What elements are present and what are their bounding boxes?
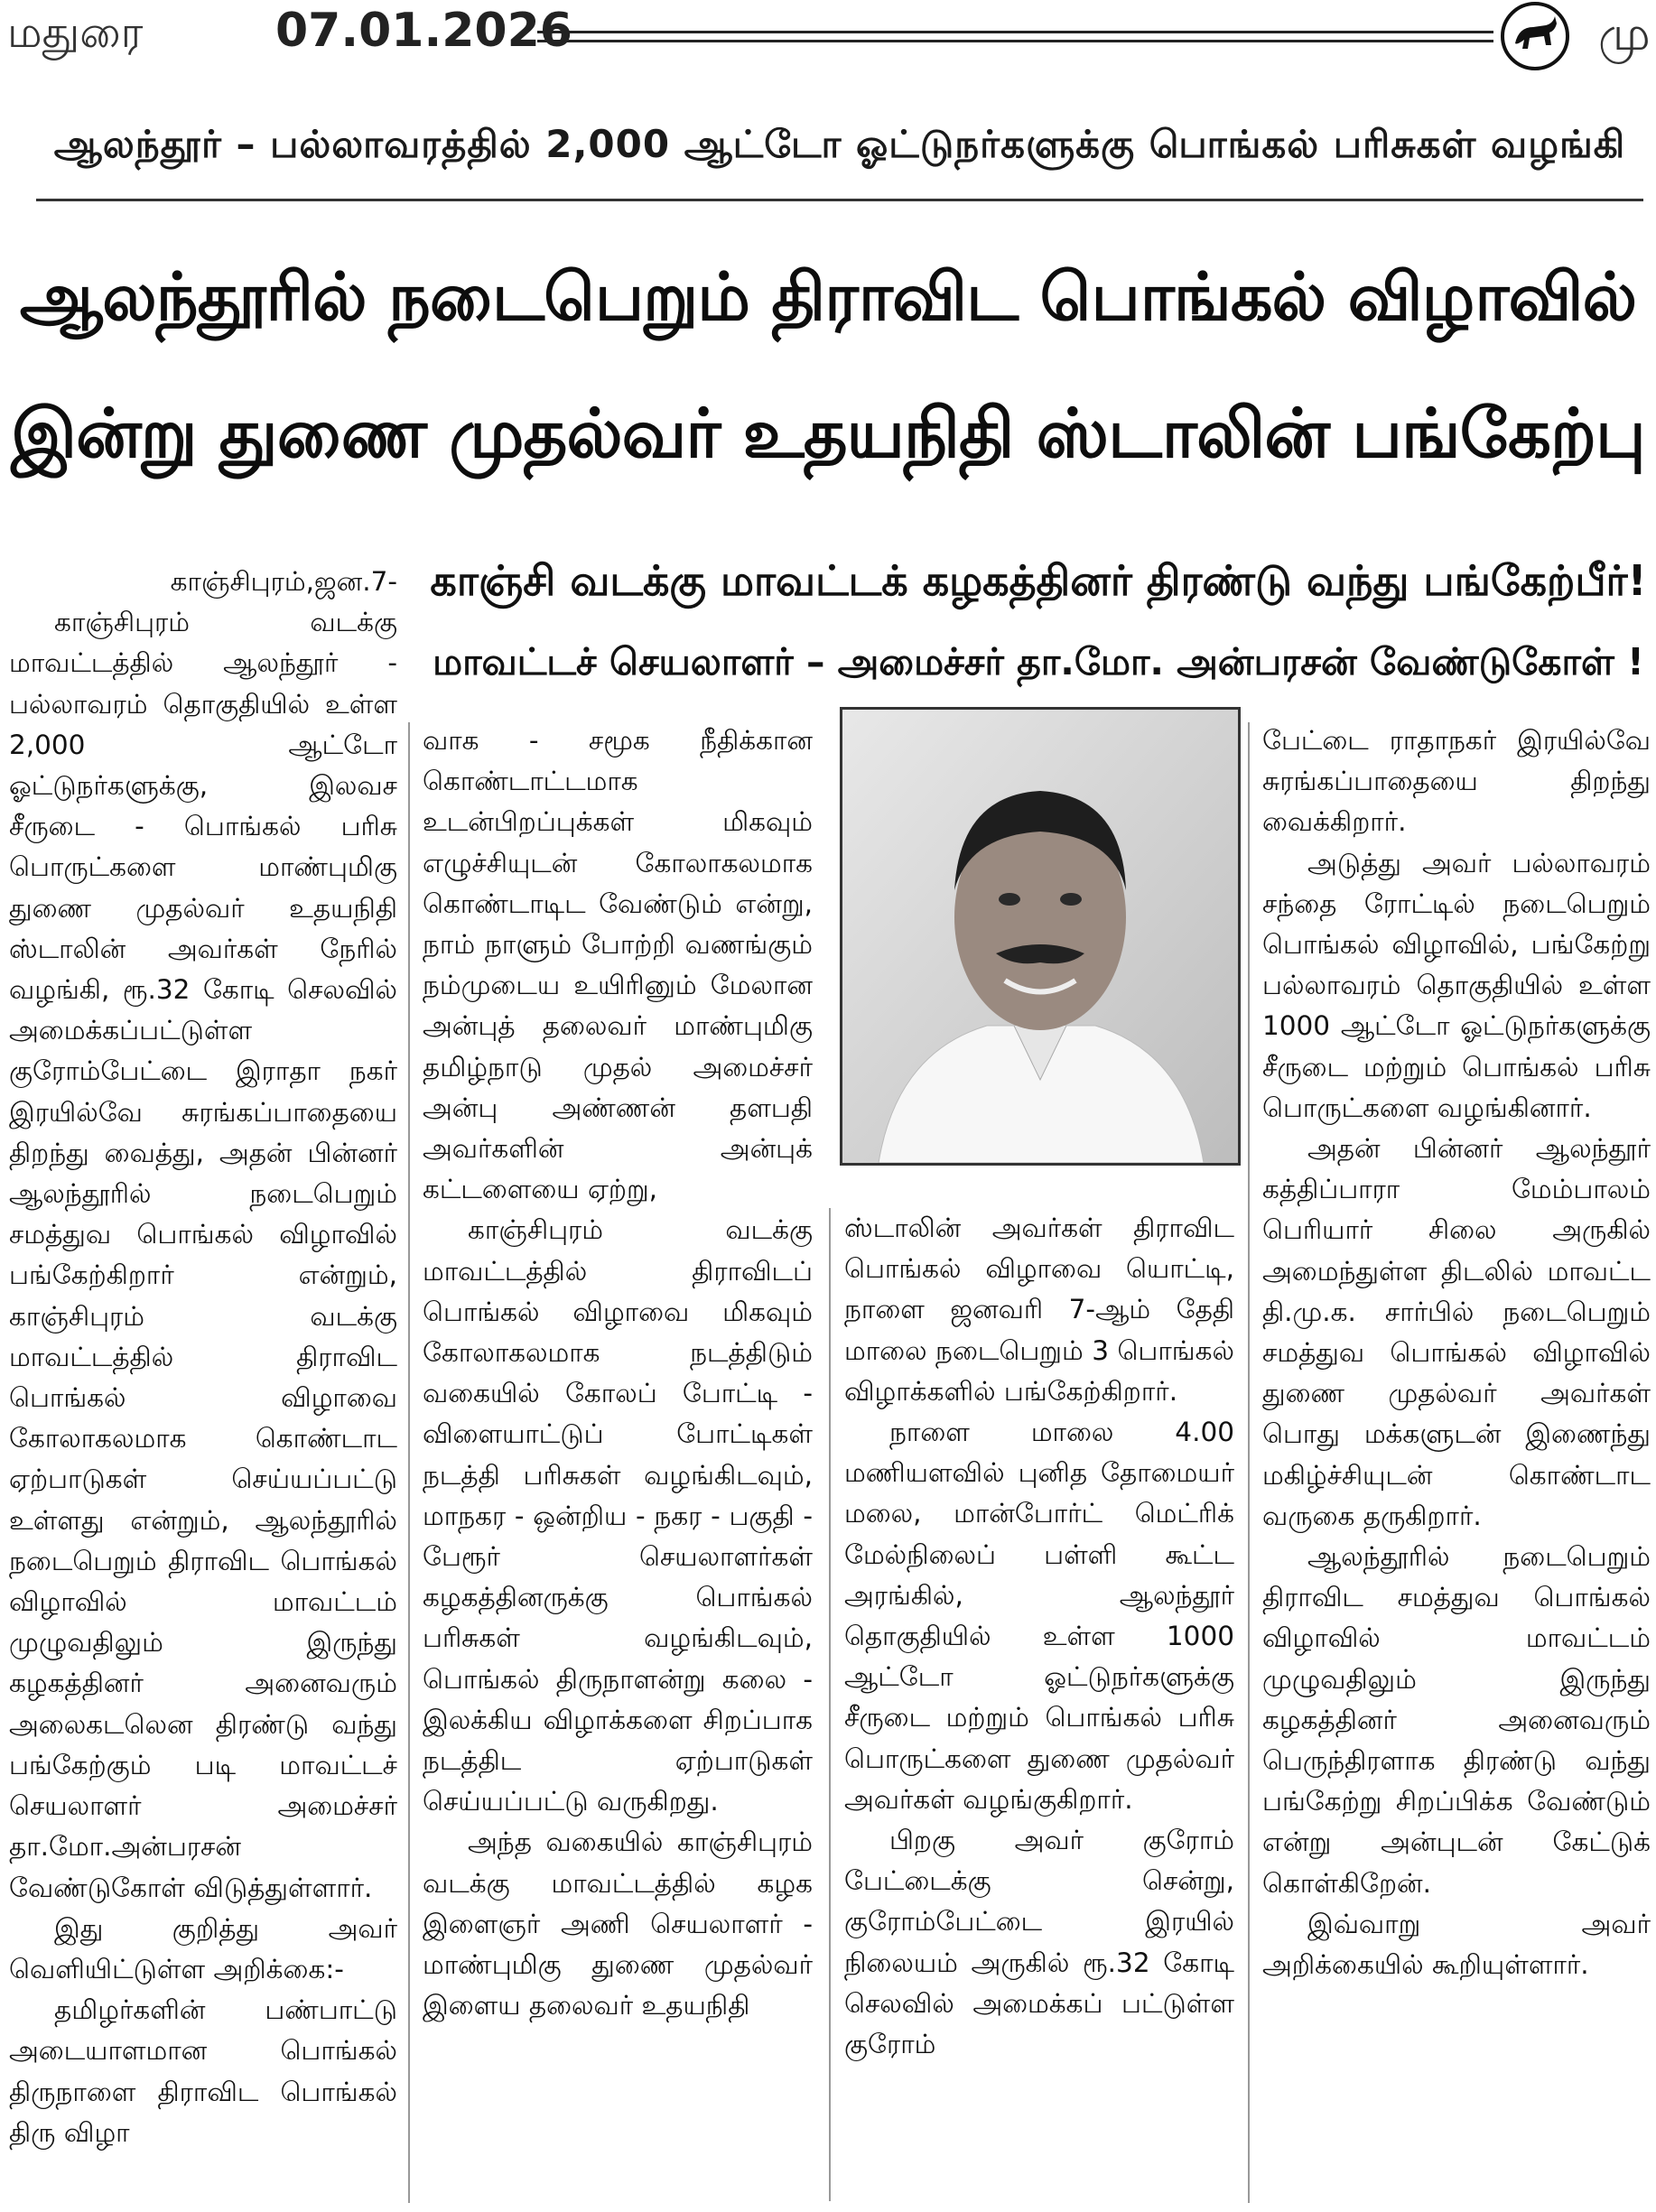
column-divider	[829, 1208, 831, 2201]
paragraph: இவ்வாறு அவர் அறிக்கையில் கூறியுள்ளார்.	[1262, 1908, 1651, 1981]
paragraph: ஆலந்தூரில் நடைபெறும் திராவிட சமத்துவ பொங்கல் விழாவில் மாவட்டம் முழுவதிலும் இருந்து கழகத்தினர் அனைவரும் பெருந்திரளாக திரண்டு வந்து பங்கேற்று சிறப்பிக்க வேண்டும் என்று அன்புடன் கேட்டுக் கொள்கிறேன்.	[1262, 1541, 1651, 1899]
paragraph: காஞ்சிபுரம் வடக்கு மாவட்டத்தில் ஆலந்தூர் - பல்லாவரம் தொகுதியில் உள்ள 2,000 ஆட்டோ ஓட்டுநர்களுக்கு, இலவச சீருடை - பொங்கல் பரிசு பொருட்களை மாண்புமிகு துணை முதல்வர் உதயநிதி ஸ்டாலின் அவர்கள் நேரில் வழங்கி, ரூ.32 கோடி செலவில் அமைக்கப்பட்டுள்ள குரோம்பேட்டை இராதா நகர் இரயில்வே சுரங்கப்பாதையை திறந்து வைத்து, அதன் பின்னர் ஆலந்தூரில் நடைபெறும் சமத்துவ பொங்கல் விழாவில் பங்கேற்கிறார் என்றும், காஞ்சிபுரம் வடக்கு மாவட்டத்தில் திராவிட பொங்கல் விழாவை கோலாகலமாக கொண்டாட ஏற்பாடுகள் செய்யப்பட்டு உள்ளது என்றும், ஆலந்தூரில் நடைபெறும் திராவிட பொங்கல் விழாவில் மாவட்டம் முழுவதிலும் இருந்து கழகத்தினர் அனைவரும் அலைகடலென திரண்டு வந்து பங்கேற்கும் படி மாவட்டச் செயலாளர் அமைச்சர் தா.மோ.அன்பரசன் வேண்டுகோள் விடுத்துள்ளார்.	[9, 607, 397, 1903]
portrait-photo	[840, 707, 1241, 1166]
article-column-4	[1262, 720, 1651, 1985]
portrait-image	[842, 710, 1238, 1163]
dateline: காஞ்சிபுரம்,ஜன.7-	[170, 566, 397, 597]
article-column-3	[844, 1208, 1234, 2065]
article-column-1	[9, 562, 397, 2153]
paragraph: அந்த வகையில் காஞ்சிபுரம் வடக்கு மாவட்டத்தில் கழக இளைஞர் அணி செயலாளர் - மாண்புமிகு துணை முதல்வர் இளைய தலைவர் உதயநிதி	[423, 1826, 813, 2021]
paragraph: பிறகு அவர் குரோம் பேட்டைக்கு சென்று, குரோம்பேட்டை இரயில் நிலையம் அருகில் ரூ.32 கோடி செலவில் அமைக்கப் பட்டுள்ள குரோம்	[844, 1825, 1234, 2060]
paragraph: வாக - சமூக நீதிக்கான கொண்டாட்டமாக உடன்பிறப்புக்கள் மிகவும் எழுச்சியுடன் கோலாகலமாக கொண்டாடிட வேண்டும் என்று, நாம் நாளும் போற்றி வணங்கும் நம்முடைய உயிரினும் மேலான அன்புத் தலைவர் மாண்புமிகு தமிழ்நாடு முதல் அமைச்சர் அன்பு அண்ணன் தளபதி அவர்களின் அன்புக் கட்டளையை ஏற்று,	[423, 725, 813, 1205]
paragraph: அதன் பின்னர் ஆலந்தூர் கத்திப்பாரா மேம்பாலம் பெரியார் சிலை அருகில் அமைந்துள்ள திடலில் மாவட்ட தி.மு.க. சார்பில் நடைபெறும் சமத்துவ பொங்கல் விழாவில் துணை முதல்வர் அவர்கள் பொது மக்களுடன் இணைந்து மகிழ்ச்சியுடன் கொண்டாட வருகை தருகிறார்.	[1262, 1133, 1651, 1531]
subheadline-line-1: காஞ்சி வடக்கு மாவட்டக் கழகத்தினர் திரண்டு வந்து பங்கேற்பீர்!	[430, 556, 1647, 605]
masthead-rule	[537, 31, 1493, 42]
paragraph: நாளை மாலை 4.00 மணியளவில் புனித தோமையர் மலை, மான்போர்ட் மெட்ரிக் மேல்நிலைப் பள்ளி கூட்ட அரங்கில், ஆலந்தூர் தொகுதியில் உள்ள 1000 ஆட்டோ ஓட்டுநர்களுக்கு சீருடை மற்றும் பொங்கல் பரிசு பொருட்களை துணை முதல்வர் அவர்கள் வழங்குகிறார்.	[844, 1417, 1234, 1815]
column-divider	[408, 722, 410, 2203]
paragraph: காஞ்சிபுரம் வடக்கு மாவட்டத்தில் திராவிடப் பொங்கல் விழாவை மிகவும் கோலாகலமாக நடத்திடும் வகையில் கோலப் போட்டி - விளையாட்டுப் போட்டிகள் நடத்தி பரிசுகள் வழங்கிடவும், மாநகர - ஒன்றிய - நகர - பகுதி - பேரூர் செயலாளர்கள் கழகத்தினருக்கு பொங்கல் பரிசுகள் வழங்கிடவும், பொங்கல் திருநாளன்று கலை - இலக்கிய விழாக்களை சிறப்பாக நடத்திட ஏற்பாடுகள் செய்யப்பட்டு வருகிறது.	[423, 1214, 813, 1817]
paragraph: பேட்டை ராதாநகர் இரயில்வே சுரங்கப்பாதையை திறந்து வைக்கிறார்.	[1262, 725, 1651, 838]
paragraph: இது குறித்து அவர் வெளியிட்டுள்ள அறிக்கை:-	[9, 1912, 397, 1984]
city-name: மதுரை	[7, 7, 144, 58]
masthead	[0, 0, 1656, 72]
masthead-edge-text: மு	[1598, 7, 1651, 61]
paragraph: தமிழர்களின் பண்பாட்டு அடையாளமான பொங்கல் திருநாளை திராவிட பொங்கல் திரு விழா	[9, 1994, 397, 2148]
bull-emblem-icon	[1499, 0, 1571, 72]
column-divider	[1248, 722, 1250, 2203]
edition-date: 07.01.2026	[275, 4, 572, 58]
article-column-2	[423, 720, 813, 2027]
headline-line-1: ஆலந்தூரில் நடைபெறும் திராவிட பொங்கல் விழாவில்	[19, 259, 1637, 336]
top-banner	[36, 99, 1643, 201]
paragraph: அடுத்து அவர் பல்லாவரம் சந்தை ரோட்டில் நடைபெறும் பொங்கல் விழாவில், பங்கேற்று பல்லாவரம் தொகுதியில் உள்ள 1000 ஆட்டோ ஓட்டுநர்களுக்கு சீருடை மற்றும் பொங்கல் பரிசு பொருட்களை வழங்கினார்.	[1262, 847, 1651, 1123]
subheadline-line-2: மாவட்டச் செயலாளர் – அமைச்சர் தா.மோ. அன்பரசன் வேண்டுகோள் !	[433, 640, 1644, 683]
top-banner-text: ஆலந்தூர் – பல்லாவரத்தில் 2,000 ஆட்டோ ஓட்டுநர்களுக்கு பொங்கல் பரிசுகள் வழங்கி	[53, 122, 1626, 166]
headline-line-2: இன்று துணை முதல்வர் உதயநிதி ஸ்டாலின் பங்கேற்பு	[11, 394, 1645, 473]
paragraph: ஸ்டாலின் அவர்கள் திராவிட பொங்கல் விழாவை யொட்டி, நாளை ஜனவரி 7-ஆம் தேதி மாலை நடைபெறும் 3 பொங்கல் விழாக்களில் பங்கேற்கிறார்.	[844, 1213, 1234, 1407]
